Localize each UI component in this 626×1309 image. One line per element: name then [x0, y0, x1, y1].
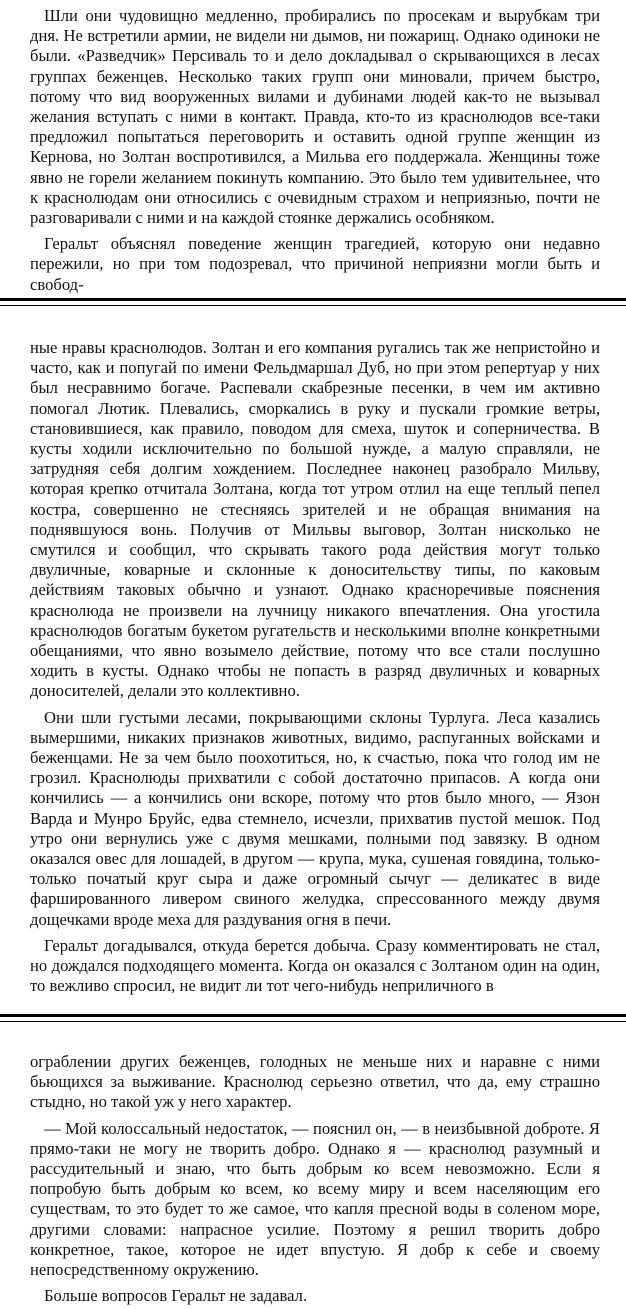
text-column-3: [30, 1052, 600, 1306]
paragraph: Больше вопросов Геральт не задавал.: [44, 1286, 308, 1306]
paragraph: ные нравы краснолюдов. Золтан и его компания ругались так же непристойно и часто, как и попугай по имени Фельдмаршал Дуб, но при этом репертуар у них был несравнимо богаче. Распевали скабрезные песенки, в чем им активно помогал Лютик. Плевались, сморкались в руку и пускали громкие ветры, становившиеся, как правило, поводом для смеха, шуток и соперничества. В кусты ходили исключительно по большой нужде, а малую справляли, не затрудняя себя долгим хождением. Последнее наконец разобрало Мильву, которая крепко отчитала Золтана, когда тот утром отлил на еще теплый пепел костра, совершенно не стесняясь зрителей и не обращая внимания на поднявшуюся вонь. Получив от Мильвы выговор, Золтан нисколько не смутился и сообщил, что скрывать такого рода действия могут только двуличные, коварные и склонные к доносительству типы, по каковым действиям таковых обычно и узнают. Однако красноречивые пояснения краснолюда не произвели на лучницу никакого впечатления. Она угостила краснолюдов богатым букетом ругательств и несколькими вполне конкретными обещаниями, что явно возымело действие, потому что все стали послушно ходить в кусты. Однако чтобы не попасть в разряд двуличных и коварных доносителей, делали это коллективно.: [30, 338, 600, 701]
paragraph: Геральт объяснял поведение женщин трагедией, которую они недавно пережили, но при том подозревал, что причиной неприязни могли быть и свобод-: [30, 234, 600, 294]
text-column-2: [30, 338, 600, 997]
paragraph: ограблении других беженцев, голодных не меньше них и наравне с ними бьющихся за выживание. Краснолюд серьезно ответил, что да, ему страшно стыдно, но такой уж у него характер.: [30, 1052, 600, 1112]
text-column-1: [30, 6, 600, 295]
page-divider-2: [0, 1014, 626, 1022]
paragraph: — Мой колоссальный недостаток, — пояснил он, — в неизбывной доброте. Я прямо-таки не могу не творить добро. Однако я — краснолюд разумный и рассудительный и знаю, что быть добрым ко всем невозможно. Если я попробую быть добрым ко всем, ко всему миру и всем населяющим его существам, то это будет то же самое, что капля пресной воды в соленом море, другими словами: напрасное усилие. Поэтому я решил творить добро конкретное, такое, которое не идет впустую. Я добр к себе и своему непосредственному окружению.: [30, 1118, 600, 1280]
paragraph: Шли они чудовищно медленно, пробирались по просекам и вырубкам три дня. Не встретили армии, не видели ни дымов, ни пожарищ. Однако одиноки не были. «Разведчик» Персиваль то и дело докладывал о скрывающихся в лесах группах беженцев. Несколько таких групп они миновали, причем быстро, потому что вид вооруженных вилами и дубинами людей как-то не вызывал желания вступать с ними в контакт. Правда, кто-то из краснолюдов все-таки предложил попытаться переговорить и оставить одной группе женщин из Кернова, но Золтан воспротивился, а Мильва его поддержала. Женщины тоже явно не горели желанием покинуть компанию. Это было тем удивительнее, что к краснолюдам они относились с очевидным страхом и неприязнью, почти не разговаривали с ними и на каждой стоянке держались особняком.: [30, 6, 600, 228]
paragraph: Они шли густыми лесами, покрывающими склоны Турлуга. Леса казались вымершими, никаких признаков животных, видимо, распуганных войсками и беженцами. Не за чем было поохотиться, но, к счастью, пока что голод им не грозил. Краснолюды прихватили с собой достаточно припасов. А когда они кончились — а кончились они вскоре, потому что ртов было много, — Язон Варда и Мунро Бруйс, едва стемнело, исчезли, прихватив пустой мешок. Под утро они вернулись уже с двумя мешками, полными под завязку. В одном оказался овес для лошадей, в другом — крупа, мука, сушеная говядина, только-только початый круг сыра и даже огромный сычуг — деликатес в виде фаршированного ливером свиного желудка, спрессованного между двумя дощечками вроде меха для раздувания огня в печи.: [30, 707, 600, 929]
paragraph: Геральт догадывался, откуда берется добыча. Сразу комментировать не стал, но дождался подходящего момента. Когда он оказался с Золтаном один на один, то вежливо спросил, не видит ли тот чего-нибудь неприличного в: [30, 935, 600, 996]
page-divider-1: [0, 298, 626, 306]
